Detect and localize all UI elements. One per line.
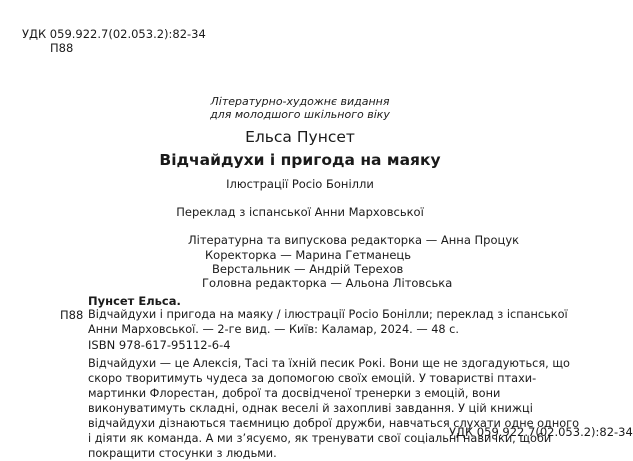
- author-code-top: П88: [50, 41, 74, 55]
- udk-code-top: УДК 059.922.7(02.053.2):82-34: [22, 27, 206, 41]
- catalog-card-code: П88: [60, 308, 84, 322]
- book-summary: Відчайдухи — це Алексія, Тасі та їхній песик Рокі. Вони ще не здогадуються, що скоро творитимуть чудеса за допомогою своїх емоцій. У товаристві птахи-мартинки Флорестан, доброї та досвідченої тренерки з емоцій, вони виконуватимуть складні, однак веселі й захопливі завдання. У цій книжці відчайдухи дізнаються таємницю доброї дружби, навчаться слухати одне одного і діяти як команда. А ми з’ясуємо, як тренувати свої соціальні навички, щоби покращити стосунки з людьми.: [88, 357, 580, 460]
- staff-proofreader: Коректорка — Марина Гетманець: [205, 248, 412, 262]
- book-title: Відчайдухи і пригода на маяку: [159, 151, 441, 169]
- catalog-card-heading: Пунсет Ельса.: [88, 294, 181, 308]
- staff-literary-editor: Літературна та випускова редакторка — Анна Процук: [188, 233, 520, 247]
- edition-type-line-1: Літературно-художнє видання: [210, 95, 390, 108]
- illustrations-credit: Ілюстрації Росіо Бонілли: [226, 177, 374, 191]
- edition-type-line-2: для молодшого шкільного віку: [210, 108, 390, 121]
- isbn: ISBN 978-617-95112-6-4: [88, 338, 231, 352]
- translation-credit: Переклад з іспанської Анни Марховської: [176, 205, 424, 219]
- staff-layout: Верстальник — Андрій Терехов: [212, 262, 404, 276]
- catalog-card-description: Відчайдухи і пригода на маяку / ілюстрації Росіо Бонілли; переклад з іспанської Анни Марховської. — 2-ге вид. — Київ: Каламар, 2024. — 48 с.: [88, 308, 568, 336]
- udk-code-bottom: УДК 059.922.7(02.053.2):82-34: [449, 425, 633, 439]
- staff-chief-editor: Головна редакторка — Альона Літовська: [202, 276, 453, 290]
- author-name: Ельса Пунсет: [245, 128, 355, 146]
